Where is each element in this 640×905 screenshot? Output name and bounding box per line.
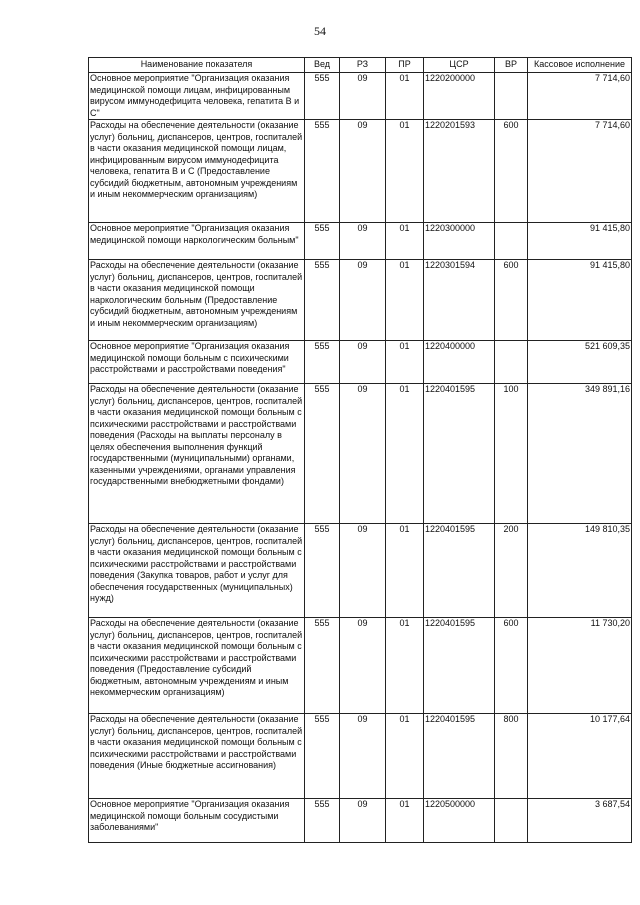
cell-pr: 01 (386, 120, 424, 223)
cell-rz: 09 (340, 341, 386, 384)
table-row (89, 799, 632, 843)
cell-ved: 555 (305, 384, 340, 524)
cell-ved: 555 (305, 260, 340, 341)
cell-rz: 09 (340, 799, 386, 843)
cell-amount: 149 810,35 (528, 524, 632, 618)
cell-ved: 555 (305, 799, 340, 843)
cell-amount: 10 177,64 (528, 714, 632, 799)
cell-vr: 200 (495, 524, 528, 618)
table-row (89, 73, 632, 120)
cell-vr: 100 (495, 384, 528, 524)
cell-pr: 01 (386, 341, 424, 384)
cell-amount: 7 714,60 (528, 73, 632, 120)
cell-pr: 01 (386, 73, 424, 120)
page-number: 54 (314, 24, 326, 38)
header-pr: ПР (386, 58, 424, 73)
cell-rz: 09 (340, 120, 386, 223)
cell-pr: 01 (386, 714, 424, 799)
cell-vr (495, 341, 528, 384)
cell-amount: 7 714,60 (528, 120, 632, 223)
cell-name: Основное мероприятие "Организация оказания медицинской помощи больным сосудистыми заболеваниями" (89, 799, 305, 843)
header-name: Наименование показателя (89, 58, 305, 73)
table-row (89, 260, 632, 341)
cell-csr: 1220401595 (424, 618, 495, 714)
cell-pr: 01 (386, 618, 424, 714)
cell-name: Основное мероприятие "Организация оказания медицинской помощи лицам, инфицированным вирусом иммунодефицита человека, гепатита В и С" (89, 73, 305, 120)
cell-rz: 09 (340, 524, 386, 618)
cell-ved: 555 (305, 714, 340, 799)
cell-vr: 600 (495, 260, 528, 341)
cell-csr: 1220500000 (424, 799, 495, 843)
cell-pr: 01 (386, 524, 424, 618)
cell-ved: 555 (305, 73, 340, 120)
cell-vr (495, 73, 528, 120)
cell-ved: 555 (305, 618, 340, 714)
cell-amount: 91 415,80 (528, 260, 632, 341)
table-row (89, 120, 632, 223)
cell-vr (495, 799, 528, 843)
cell-rz: 09 (340, 260, 386, 341)
cell-amount: 11 730,20 (528, 618, 632, 714)
cell-vr: 600 (495, 618, 528, 714)
cell-csr: 1220401595 (424, 524, 495, 618)
cell-csr: 1220401595 (424, 714, 495, 799)
cell-pr: 01 (386, 799, 424, 843)
table-header-row (89, 58, 632, 73)
cell-csr: 1220200000 (424, 73, 495, 120)
cell-name: Расходы на обеспечение деятельности (оказание услуг) больниц, диспансеров, центров, госпиталей в части оказания медицинской помощи больным с психическими расстройствами и расстройствами поведения (Расходы на выплаты персоналу в целях обеспечения выполнения функций государственными (муниципальными) органами, казенными учреждениями, органами управления государственными внебюджетными фондами) (89, 384, 305, 524)
cell-csr: 1220400000 (424, 341, 495, 384)
cell-csr: 1220300000 (424, 223, 495, 260)
table-row (89, 714, 632, 799)
cell-ved: 555 (305, 341, 340, 384)
cell-rz: 09 (340, 618, 386, 714)
budget-table (88, 57, 632, 843)
header-amount: Кассовое исполнение (528, 58, 632, 73)
cell-vr: 800 (495, 714, 528, 799)
cell-amount: 521 609,35 (528, 341, 632, 384)
cell-rz: 09 (340, 384, 386, 524)
table-row (89, 223, 632, 260)
cell-ved: 555 (305, 120, 340, 223)
cell-name: Основное мероприятие "Организация оказания медицинской помощи наркологическим больным" (89, 223, 305, 260)
cell-amount: 3 687,54 (528, 799, 632, 843)
cell-name: Расходы на обеспечение деятельности (оказание услуг) больниц, диспансеров, центров, госпиталей в части оказания медицинской помощи больным с психическими расстройствами и расстройствами поведения (Предоставление субсидий бюджетным, автономным учреждениям и иным некоммерческим организациям) (89, 618, 305, 714)
cell-name: Расходы на обеспечение деятельности (оказание услуг) больниц, диспансеров, центров, госпиталей в части оказания медицинской помощи больным с психическими расстройствами и расстройствами поведения (Закупка товаров, работ и услуг для обеспечения государственных (муниципальных) нужд) (89, 524, 305, 618)
table-row (89, 384, 632, 524)
table-row (89, 618, 632, 714)
cell-csr: 1220201593 (424, 120, 495, 223)
cell-csr: 1220301594 (424, 260, 495, 341)
cell-name: Расходы на обеспечение деятельности (оказание услуг) больниц, диспансеров, центров, госпиталей в части оказания медицинской помощи лицам, инфицированным вирусом иммунодефицита человека, гепатита В и С (Предоставление субсидий бюджетным, автономным учреждениям и иным некоммерческим организациям) (89, 120, 305, 223)
cell-vr (495, 223, 528, 260)
cell-ved: 555 (305, 524, 340, 618)
cell-rz: 09 (340, 223, 386, 260)
cell-amount: 91 415,80 (528, 223, 632, 260)
header-rz: РЗ (340, 58, 386, 73)
cell-pr: 01 (386, 260, 424, 341)
cell-name: Расходы на обеспечение деятельности (оказание услуг) больниц, диспансеров, центров, госпиталей в части оказания медицинской помощи наркологическим больным (Предоставление субсидий бюджетным, автономным учреждениям и иным некоммерческим организациям) (89, 260, 305, 341)
cell-csr: 1220401595 (424, 384, 495, 524)
cell-amount: 349 891,16 (528, 384, 632, 524)
header-vr: ВР (495, 58, 528, 73)
header-ved: Вед (305, 58, 340, 73)
cell-rz: 09 (340, 714, 386, 799)
cell-ved: 555 (305, 223, 340, 260)
table-row (89, 341, 632, 384)
cell-name: Расходы на обеспечение деятельности (оказание услуг) больниц, диспансеров, центров, госпиталей в части оказания медицинской помощи больным с психическими расстройствами и расстройствами поведения (Иные бюджетные ассигнования) (89, 714, 305, 799)
cell-pr: 01 (386, 384, 424, 524)
cell-rz: 09 (340, 73, 386, 120)
table-row (89, 524, 632, 618)
cell-pr: 01 (386, 223, 424, 260)
cell-vr: 600 (495, 120, 528, 223)
header-csr: ЦСР (424, 58, 495, 73)
cell-name: Основное мероприятие "Организация оказания медицинской помощи больным с психическими расстройствами и расстройствами поведения" (89, 341, 305, 384)
